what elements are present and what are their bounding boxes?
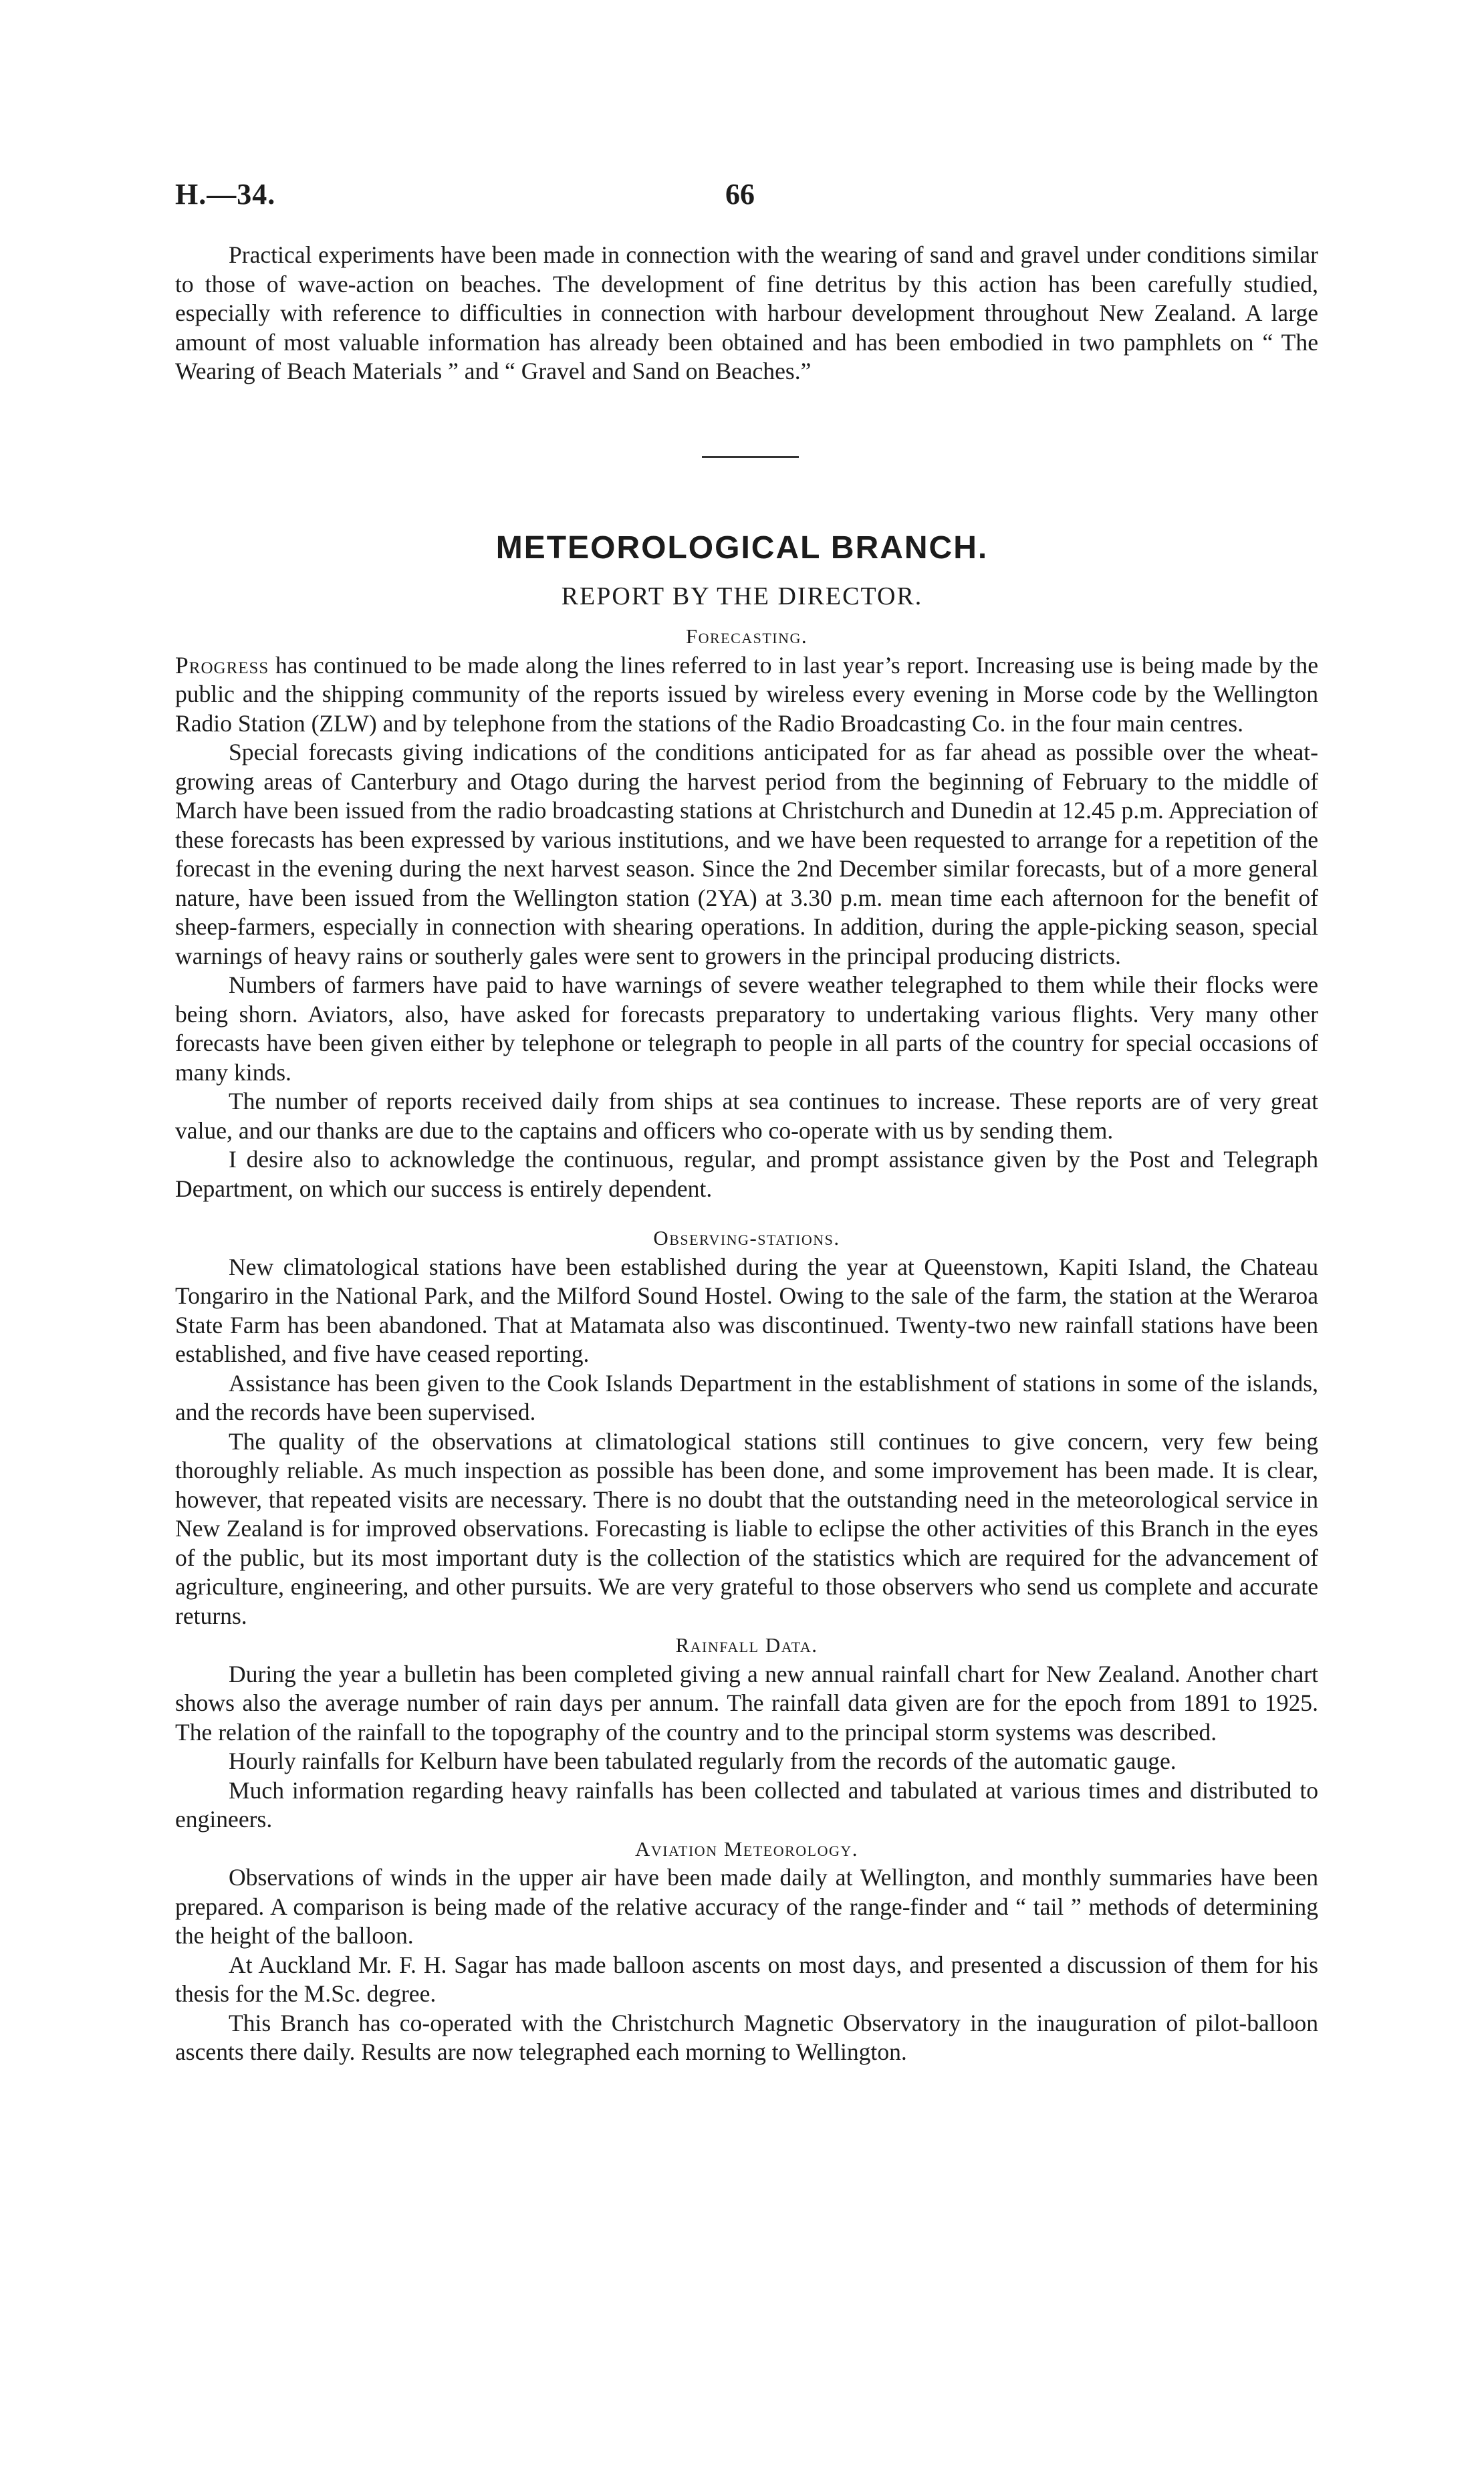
paragraph: Hourly rainfalls for Kelburn have been tabulated regularly from the records of the automatic gauge. bbox=[229, 1748, 1177, 1774]
paragraph: Assistance has been given to the Cook Islands Department in the establishment of stations in some of the islands, and the records have been supervised. bbox=[175, 1369, 1318, 1425]
paragraph-text: has continued to be made along the lines referred to in last year’s report. Increasing use is being made by the public and the shipping community of the reports issued by wireless every evening in Morse code by the Wellington Radio Station (ZLW) and by telephone from the stations of the Radio Broadcasting Co. in the four main centres. bbox=[175, 651, 1318, 737]
section-heading-aviation-meteorology: Aviation Meteorology. bbox=[634, 1837, 859, 1861]
lead-word: Progress bbox=[175, 651, 269, 679]
section-forecasting bbox=[175, 622, 1318, 1203]
section-observing-stations bbox=[175, 1223, 1318, 1631]
page-number: 66 bbox=[725, 178, 755, 211]
section-aviation-meteorology bbox=[175, 1834, 1318, 2067]
paragraph: New climatological stations have been established during the year at Queenstown, Kapiti Island, the Chateau Tongariro in the National Park, and the Milford Sound Hostel. Owing to the sale of the farm, the station at the Weraroa State Farm has been abandoned. That at Matamata also was discontinued. Twenty-two new rainfall stations have been established, and five have ceased reporting. bbox=[175, 1253, 1318, 1367]
document-reference: H.—34. bbox=[175, 178, 276, 211]
report-body bbox=[175, 622, 1318, 2067]
paragraph: During the year a bulletin has been completed giving a new annual rainfall chart for New Zealand. Another chart shows also the average number of rain days per annum. The rainfall data given are for the epoch from 1891 to 1925. The relation of the rainfall to the topography of the country and to the principal storm systems was described. bbox=[175, 1660, 1318, 1746]
paragraph: Numbers of farmers have paid to have warnings of severe weather telegraphed to them while their flocks were being shorn. Aviators, also, have asked for forecasts preparatory to undertaking various flights. Very many other forecasts have been given either by telephone or telegraph to people in all parts of the country for special occasions of many kinds. bbox=[175, 971, 1318, 1086]
paragraph: Observations of winds in the upper air have been made daily at Wellington, and monthly summaries have been prepared. A comparison is being made of the relative accuracy of the range-finder and “ tail ” methods of determining the height of the balloon. bbox=[175, 1864, 1318, 1949]
paragraph: At Auckland Mr. F. H. Sagar has made balloon ascents on most days, and presented a discussion of them for his thesis for the M.Sc. degree. bbox=[175, 1951, 1318, 2007]
paragraph: The number of reports received daily from ships at sea continues to increase. These reports are of very great value, and our thanks are due to the captains and officers who co-operate with us by sending them. bbox=[175, 1088, 1318, 1144]
paragraph: The quality of the observations at climatological stations still continues to give concern, very few being thoroughly reliable. As much inspection as possible has been done, and some improvement has been made. It is clear, however, that repeated visits are necessary. There is no doubt that the outstanding need in the meteorological service in New Zealand is for improved observations. Forecasting is liable to eclipse the other activities of this Branch in the eyes of the public, but its most important duty is the collection of the statistics which are required for the advancement of agriculture, engineering, and other pursuits. We are very grateful to those observers who send us complete and accurate returns. bbox=[175, 1427, 1318, 1629]
report-title: REPORT BY THE DIRECTOR. bbox=[561, 582, 923, 610]
section-heading-rainfall-data: Rainfall Data. bbox=[675, 1633, 818, 1657]
paragraph: I desire also to acknowledge the continuous, regular, and prompt assistance given by the Post and Telegraph Department, on which our success is entirely dependent. bbox=[175, 1146, 1318, 1202]
paragraph: Much information regarding heavy rainfalls has been collected and tabulated at various times and distributed to engineers. bbox=[175, 1776, 1318, 1832]
paragraph bbox=[175, 651, 1318, 739]
intro-section bbox=[175, 241, 1318, 386]
paragraph: This Branch has co-operated with the Christchurch Magnetic Observatory in the inauguration of pilot-balloon ascents there daily. Results are now telegraphed each morning to Wellington. bbox=[175, 2009, 1318, 2065]
paragraph: Special forecasts giving indications of the conditions anticipated for as far ahead as possible over the wheat-growing areas of Canterbury and Otago during the harvest period from the beginning of February to the middle of March have been issued from the radio broadcasting stations at Christchurch and Dunedin at 12.45 p.m. Appreciation of these forecasts has been expressed by various institutions, and we have been requested to arrange for a repetition of the forecast in the evening during the next harvest season. Since the 2nd December similar forecasts, but of a more general nature, have been issued from the Wellington station (2YA) at 3.30 p.m. mean time each afternoon for the benefit of sheep-farmers, especially in connection with shearing operations. In addition, during the apple-picking season, special warnings of heavy rains or southerly gales were sent to growers in the principal producing districts. bbox=[175, 739, 1318, 969]
intro-paragraph: Practical experiments have been made in connection with the wearing of sand and gravel under conditions similar to those of wave-action on beaches. The development of fine detritus by this action has been carefully studied, especially with reference to difficulties in connection with harbour development throughout New Zealand. A large amount of most valuable information has already been obtained and has been embodied in two pamphlets on “ The Wearing of Beach Materials ” and “ Gravel and Sand on Beaches.” bbox=[175, 241, 1318, 384]
section-heading-observing-stations: Observing-stations. bbox=[653, 1226, 840, 1250]
branch-title: METEOROLOGICAL BRANCH. bbox=[495, 530, 989, 566]
section-heading-forecasting: Forecasting. bbox=[685, 624, 808, 648]
section-rainfall-data bbox=[175, 1631, 1318, 1834]
spacer bbox=[175, 1203, 1318, 1223]
section-divider bbox=[702, 456, 799, 458]
